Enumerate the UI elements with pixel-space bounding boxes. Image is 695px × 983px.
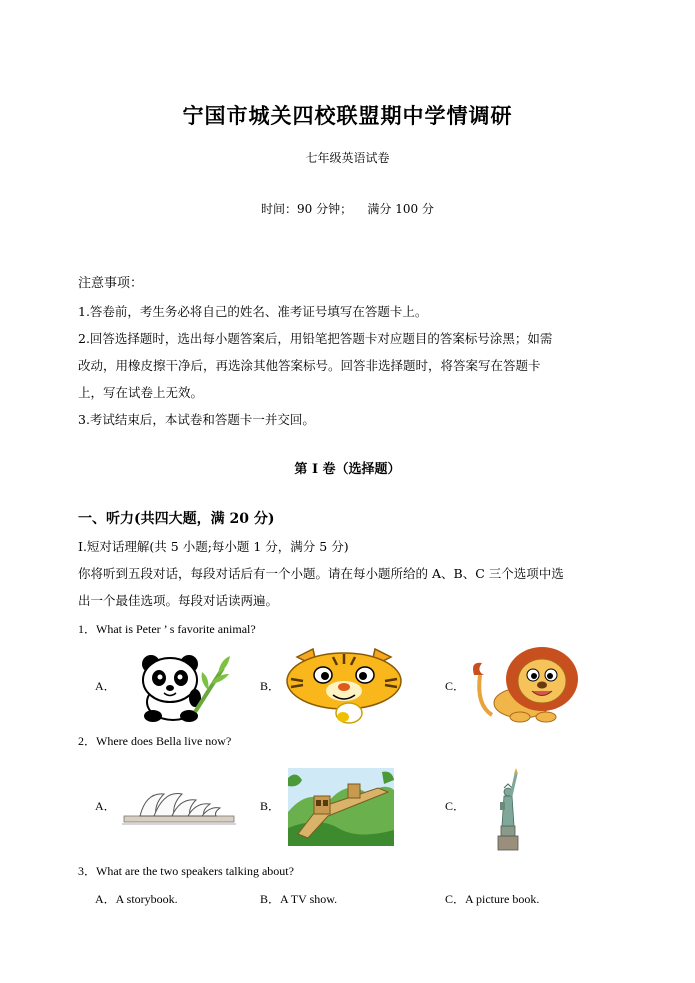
note-item-2-line-1: 2.回答选择题时，选出每小题答案后，用铅笔把答题卡对应题目的答案标号涂黑；如需: [78, 331, 553, 346]
note-item-3: 3.考试结束后，本试卷和答题卡一并交回。: [78, 412, 315, 427]
question-1-option-c: C．: [445, 679, 466, 693]
sydney-opera-house-image: [120, 788, 238, 828]
question-3-option-c: C．A picture book.: [445, 892, 540, 906]
section-sub-heading: Ⅰ.短对话理解(共 5 小题;每小题 1 分，满分 5 分): [78, 539, 349, 554]
question-3-option-b: B．A TV show.: [260, 892, 338, 906]
question-2-option-c: C．: [445, 799, 466, 813]
question-2-stem: 2．Where does Bella live now?: [78, 734, 232, 748]
lion-image: [470, 645, 582, 723]
part-one-heading: 第 I 卷（选择题）: [294, 462, 401, 477]
question-3-option-a: A．A storybook.: [95, 892, 178, 906]
question-1-option-a: A．: [95, 679, 116, 693]
panda-image: [123, 650, 233, 722]
notes-heading: 注意事项：: [78, 276, 144, 291]
instruction-line-1: 你将听到五段对话，每段对话后有一个小题。请在每小题所给的 A、B、C 三个选项中选: [78, 566, 564, 581]
note-item-2-line-2: 改动，用橡皮擦干净后，再选涂其他答案标号。回答非选择题时，将答案写在答题卡: [78, 358, 541, 373]
page-title: 宁国市城关四校联盟期中学情调研: [182, 103, 513, 128]
question-2-option-a: A．: [95, 799, 116, 813]
great-wall-image: [288, 768, 394, 846]
section-heading: 一、听力(共四大题，满 20 分): [78, 511, 275, 527]
question-1-stem: 1．What is Peter ’ s favorite animal?: [78, 622, 256, 636]
time-score-info: 时间：90 分钟； 满分 100 分: [261, 202, 434, 216]
tiger-image: [283, 645, 405, 725]
note-item-1: 1.答卷前，考生务必将自己的姓名、准考证号填写在答题卡上。: [78, 304, 428, 319]
question-1-option-b: B．: [260, 679, 281, 693]
statue-of-liberty-image: [490, 766, 526, 852]
question-3-stem: 3．What are the two speakers talking about?: [78, 864, 294, 878]
exam-subtitle: 七年级英语试卷: [305, 151, 390, 165]
note-item-2-line-3: 上，写在试卷上无效。: [78, 385, 204, 400]
instruction-line-2: 出一个最佳选项。每段对话读两遍。: [78, 593, 279, 608]
question-2-option-b: B．: [260, 799, 281, 813]
